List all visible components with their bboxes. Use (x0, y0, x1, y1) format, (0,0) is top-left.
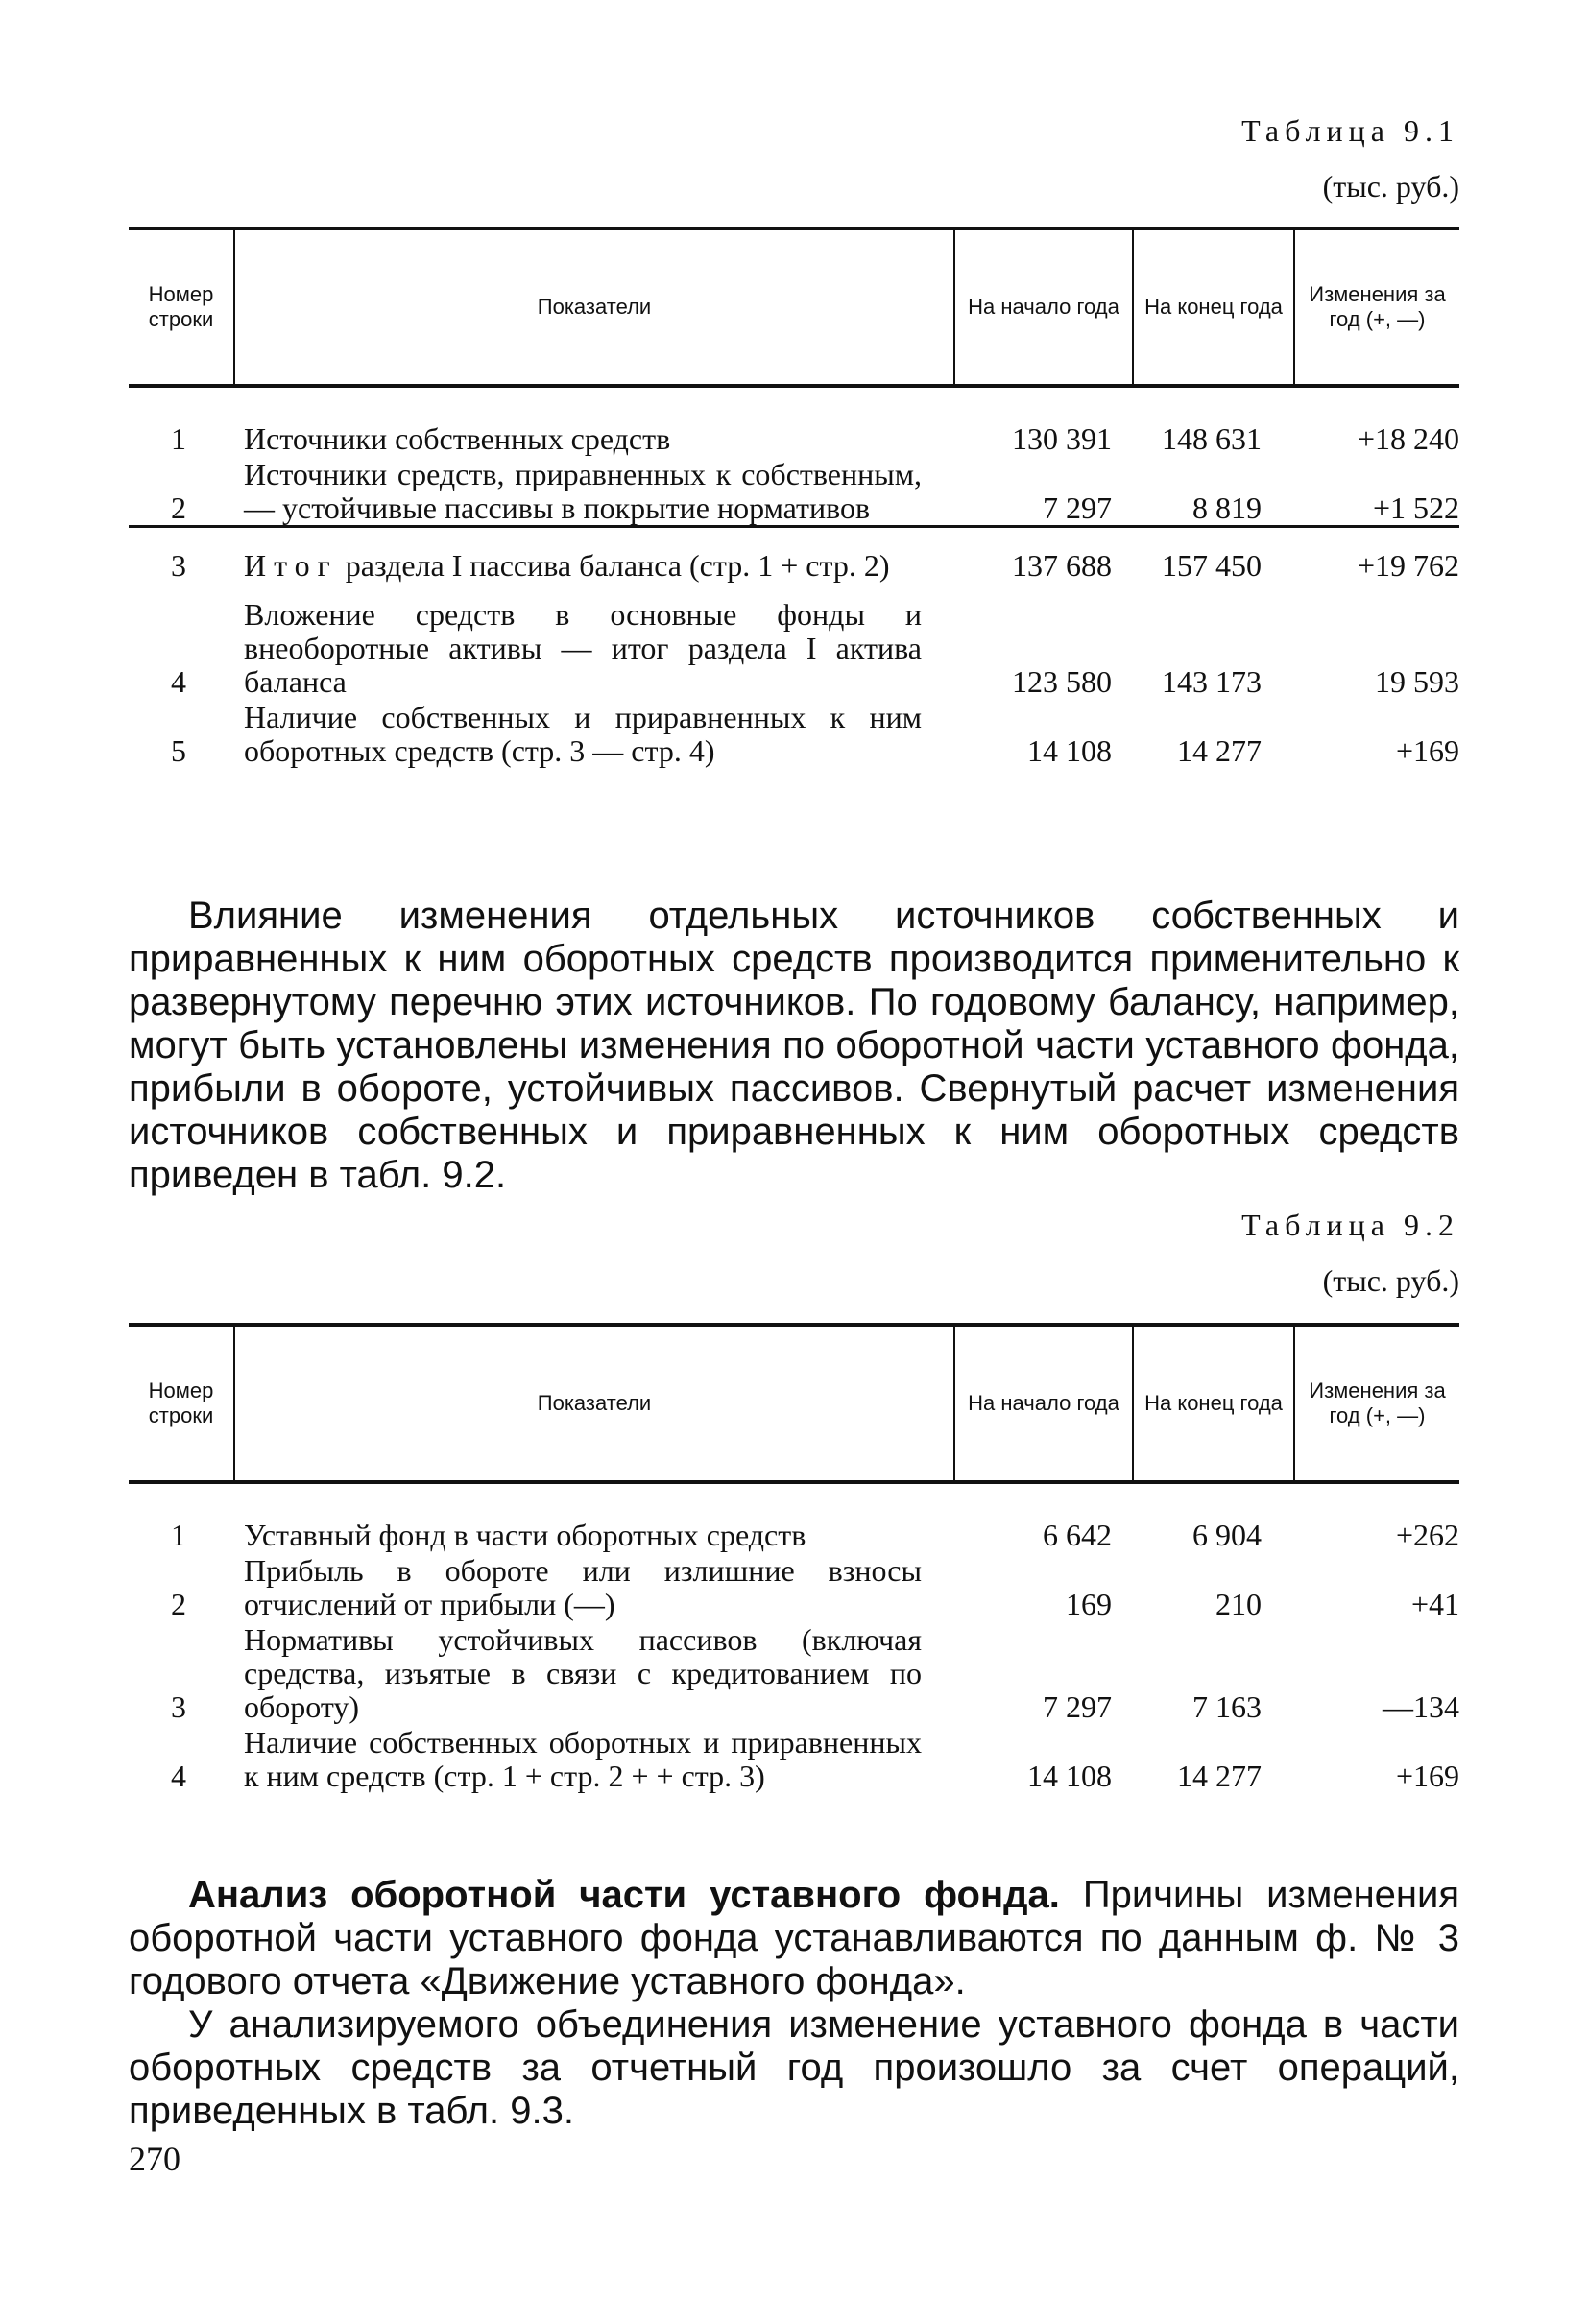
row-indicator-rest: раздела I пассива баланса (стр. 1 + стр. 2) (345, 548, 890, 583)
row-start: 123 580 (1012, 664, 1112, 699)
row-number: 3 (171, 1689, 186, 1724)
row-number: 3 (129, 527, 234, 584)
row-number: 2 (171, 1587, 186, 1621)
row-end: 210 (1215, 1587, 1262, 1621)
header-change: Изменения за год (+, —) (1294, 228, 1459, 386)
header-indicator: Показатели (234, 1325, 954, 1482)
row-indicator: Источники собственных средств (244, 421, 671, 456)
row-change: +19 762 (1294, 527, 1459, 584)
row-end: 14 277 (1177, 1759, 1262, 1793)
row-indicator-spaced: Итог (244, 548, 338, 583)
row-number: 4 (171, 1759, 186, 1793)
paragraph-body: Причины изменения оборотной части уставного фонда устанавливаются по данным ф. № 3 годового отчета «Движение уставного фонда». (129, 1874, 1459, 2002)
row-number: 1 (171, 1518, 186, 1552)
row-change: +262 (1395, 1518, 1459, 1552)
row-change: +169 (1395, 1759, 1459, 1793)
page-number: 270 (129, 2140, 180, 2178)
body-paragraph-2 (129, 1874, 1459, 2133)
row-end: 6 904 (1192, 1518, 1262, 1552)
row-number: 4 (171, 664, 186, 699)
row-number: 2 (171, 491, 186, 525)
table-row (129, 527, 1459, 584)
row-end: 14 277 (1177, 733, 1262, 768)
row-indicator (234, 527, 954, 584)
table2-units: (тыс. руб.) (1322, 1263, 1459, 1298)
header-start-of-year: На начало года (954, 228, 1133, 386)
row-change: —134 (1383, 1689, 1459, 1724)
row-indicator: Источники средств, приравненных к собственным, — устойчивые пассивы в покрытие нормативов (244, 457, 922, 525)
header-end-of-year: На конец года (1133, 228, 1294, 386)
header-end-of-year: На конец года (1133, 1325, 1294, 1482)
row-change: 19 593 (1375, 664, 1459, 699)
section-heading: Анализ оборотной части уставного фонда. (188, 1874, 1060, 1916)
row-change: +18 240 (1357, 421, 1459, 456)
row-indicator: Наличие собственных оборотных и приравненных к ним средств (стр. 1 + стр. 2 + + стр. 3) (244, 1725, 922, 1793)
table-row (129, 1482, 1459, 1552)
row-indicator: Прибыль в обороте или излишние взносы отчислений от прибыли (—) (244, 1553, 922, 1621)
header-row-number: Номер строки (129, 228, 234, 386)
table2 (129, 1323, 1459, 1793)
header-row-number: Номер строки (129, 1325, 234, 1482)
row-start: 14 108 (1027, 1759, 1112, 1793)
row-indicator: Нормативы устойчивых пассивов (включая средства, изъятые в связи с кредитованием по обороту) (244, 1622, 922, 1724)
row-change: +41 (1410, 1587, 1459, 1621)
row-end: 157 450 (1133, 527, 1294, 584)
row-indicator: Наличие собственных и приравненных к ним оборотных средств (стр. 3 — стр. 4) (244, 700, 922, 768)
row-number: 5 (171, 733, 186, 768)
table-row (129, 1724, 1459, 1793)
row-end: 7 163 (1192, 1689, 1262, 1724)
row-indicator: Вложение средств в основные фонды и внеоборотные активы — итог раздела I актива баланса (244, 597, 922, 699)
row-start: 7 297 (1043, 1689, 1112, 1724)
header-change: Изменения за год (+, —) (1294, 1325, 1459, 1482)
row-number: 1 (171, 421, 186, 456)
body-paragraph-1 (129, 895, 1459, 1197)
row-start: 169 (1066, 1587, 1112, 1621)
row-end: 143 173 (1162, 664, 1262, 699)
paragraph-text: У анализируемого объединения изменение уставного фонда в части оборотных средств за отчетный год произошло за счет операций, приведенных в табл. 9.3. (129, 2003, 1459, 2132)
table-row (129, 456, 1459, 527)
row-start: 7 297 (1043, 491, 1112, 525)
table1-units: (тыс. руб.) (1322, 169, 1459, 204)
row-end: 8 819 (1192, 491, 1262, 525)
header-start-of-year: На начало года (954, 1325, 1133, 1482)
table-row (129, 1552, 1459, 1621)
table-row (129, 386, 1459, 456)
table-row (129, 1621, 1459, 1724)
row-end: 148 631 (1162, 421, 1262, 456)
row-change: +1 522 (1372, 491, 1459, 525)
row-start: 130 391 (1012, 421, 1112, 456)
paragraph-text (129, 1874, 1459, 2003)
header-indicator: Показатели (234, 228, 954, 386)
table-row (129, 699, 1459, 768)
row-indicator: Уставный фонд в части оборотных средств (244, 1518, 806, 1552)
row-start: 14 108 (1027, 733, 1112, 768)
table1-caption: Таблица 9.1 (1241, 113, 1459, 148)
paragraph-text: Влияние изменения отдельных источников собственных и приравненных к ним оборотных средств производится применительно к развернутому перечню этих источников. По годовому балансу, например, могут быть установлены изменения по оборотной части уставного фонда, прибыли в обороте, устойчивых пассивов. Свернутый расчет изменения источников собственных и приравненных к ним оборотных средств приведен в табл. 9.2. (129, 895, 1459, 1196)
row-start: 137 688 (954, 527, 1133, 584)
row-change: +169 (1395, 733, 1459, 768)
table-row (129, 583, 1459, 699)
table1 (129, 227, 1459, 768)
row-start: 6 642 (1043, 1518, 1112, 1552)
table2-caption: Таблица 9.2 (1241, 1208, 1459, 1242)
